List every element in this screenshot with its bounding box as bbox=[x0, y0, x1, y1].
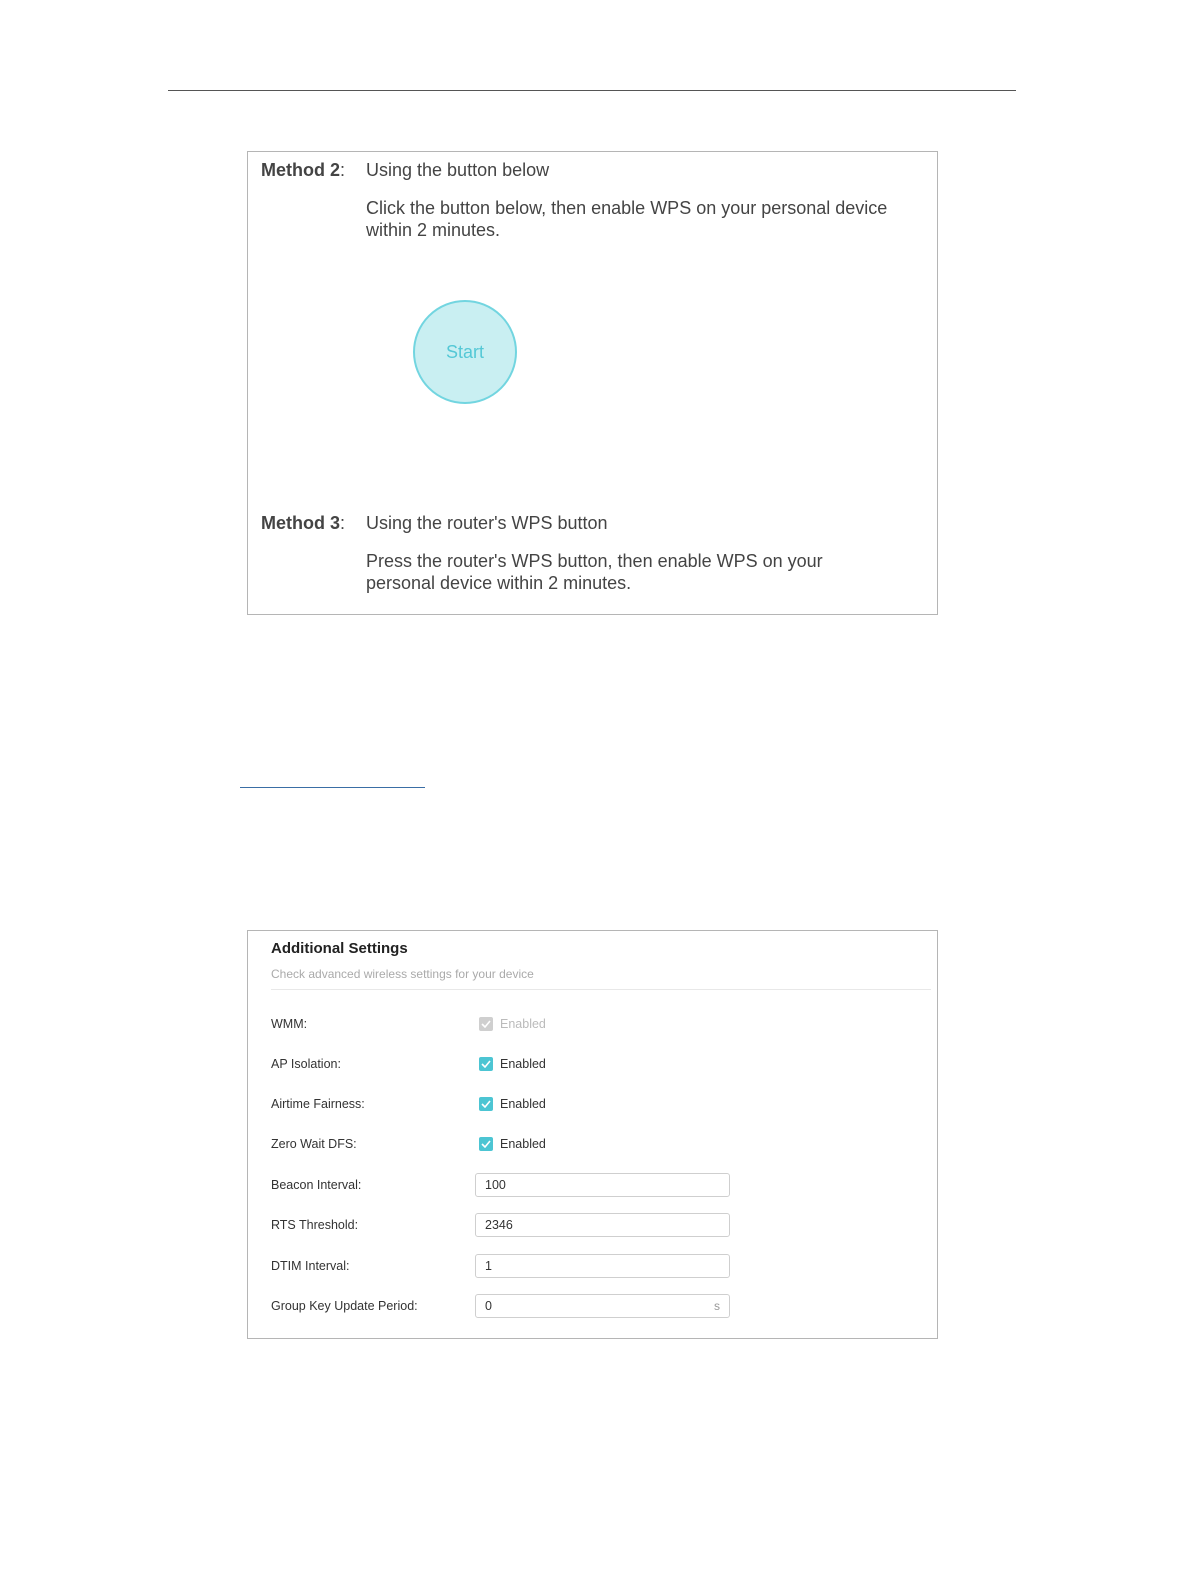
method-3-label: Method 3: bbox=[261, 513, 346, 533]
group-key-update-period-label: Group Key Update Period: bbox=[271, 1299, 418, 1313]
checkmark-icon bbox=[481, 1100, 491, 1108]
beacon-interval-input[interactable] bbox=[475, 1173, 730, 1197]
settings-title: Additional Settings bbox=[271, 940, 408, 957]
group-key-update-period-row bbox=[248, 1294, 937, 1320]
seconds-unit: s bbox=[714, 1299, 720, 1313]
zero-wait-dfs-checkbox[interactable] bbox=[479, 1137, 493, 1151]
zero-wait-dfs-row bbox=[248, 1132, 937, 1158]
zero-wait-dfs-checkbox-group bbox=[479, 1137, 546, 1151]
dtim-interval-input[interactable] bbox=[475, 1254, 730, 1278]
dtim-interval-label: DTIM Interval: bbox=[271, 1259, 350, 1273]
beacon-interval-row bbox=[248, 1173, 937, 1199]
zero-wait-dfs-label: Zero Wait DFS: bbox=[271, 1137, 357, 1151]
method-3-title: Using the router's WPS button bbox=[366, 513, 608, 533]
header-rule bbox=[168, 90, 1016, 91]
method-3-description: Press the router's WPS button, then enable WPS on your personal device within 2 minutes. bbox=[366, 551, 823, 593]
dtim-interval-row bbox=[248, 1254, 937, 1280]
checkmark-icon bbox=[481, 1060, 491, 1068]
settings-divider bbox=[271, 989, 931, 990]
checkmark-icon bbox=[481, 1140, 491, 1148]
additional-settings-panel bbox=[247, 930, 938, 1339]
ap-isolation-enabled-label: Enabled bbox=[500, 1057, 546, 1071]
wmm-checkbox-group bbox=[479, 1017, 546, 1031]
rts-threshold-label: RTS Threshold: bbox=[271, 1218, 359, 1232]
airtime-fairness-label: Airtime Fairness: bbox=[271, 1097, 365, 1111]
wmm-enabled-label: Enabled bbox=[500, 1017, 546, 1031]
wmm-checkbox[interactable] bbox=[479, 1017, 493, 1031]
ap-isolation-row bbox=[248, 1052, 937, 1078]
method-2-title: Using the button below bbox=[366, 160, 550, 180]
rts-threshold-input[interactable] bbox=[475, 1213, 730, 1237]
checkmark-icon bbox=[481, 1020, 491, 1028]
wps-methods-panel bbox=[247, 151, 938, 615]
rts-threshold-row bbox=[248, 1213, 937, 1239]
settings-subtitle: Check advanced wireless settings for your device bbox=[271, 967, 534, 981]
beacon-interval-label: Beacon Interval: bbox=[271, 1178, 362, 1192]
airtime-fairness-checkbox[interactable] bbox=[479, 1097, 493, 1111]
ap-isolation-label: AP Isolation: bbox=[271, 1057, 341, 1071]
method-2-label: Method 2: bbox=[261, 160, 346, 180]
ap-isolation-checkbox[interactable] bbox=[479, 1057, 493, 1071]
airtime-fairness-row bbox=[248, 1092, 937, 1118]
wps-start-button[interactable]: Start bbox=[413, 300, 517, 404]
group-key-update-period-input[interactable] bbox=[475, 1294, 730, 1318]
link-underline bbox=[240, 787, 425, 788]
method-2-description: Click the button below, then enable WPS on your personal device within 2 minutes. bbox=[366, 198, 888, 240]
airtime-fairness-checkbox-group bbox=[479, 1097, 546, 1111]
airtime-fairness-enabled-label: Enabled bbox=[500, 1097, 546, 1111]
zero-wait-dfs-enabled-label: Enabled bbox=[500, 1137, 546, 1151]
ap-isolation-checkbox-group bbox=[479, 1057, 546, 1071]
wmm-label: WMM: bbox=[271, 1017, 308, 1031]
wmm-row bbox=[248, 1012, 937, 1038]
